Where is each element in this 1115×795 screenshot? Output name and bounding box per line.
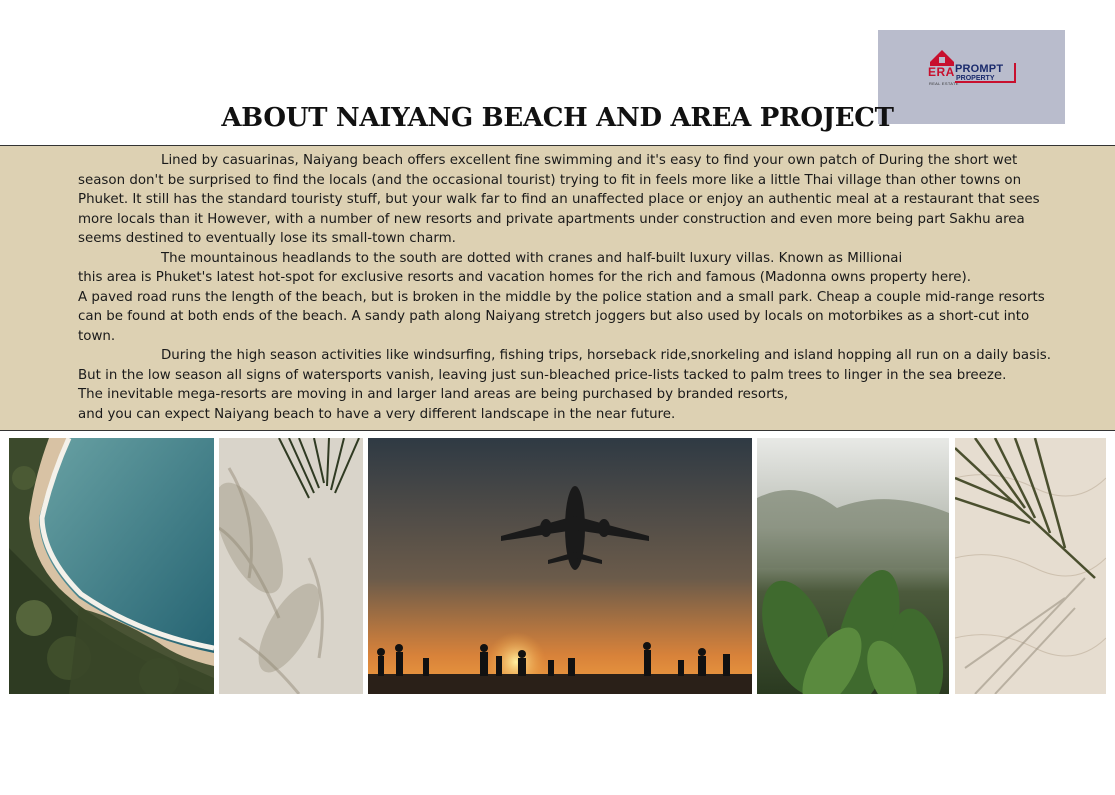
body-line: During the high season activities like windsurfing, fishing trips, horseback ride,snorkeling and island hopping all run on a daily basis.: [161, 348, 1052, 363]
body-line: The inevitable mega-resorts are moving in and larger land areas are being purchased by branded resorts,: [78, 387, 789, 402]
body-line: The mountainous headlands to the south are dotted with cranes and half-built luxury villas. Known as Millionai: [161, 250, 903, 266]
aerial-beach-photo: [9, 438, 214, 694]
page-title: ABOUT NAIYANG BEACH AND AREA PROJECT: [221, 103, 894, 133]
body-line: But in the low season all signs of watersports vanish, leaving just sun-bleached price-lists tacked to palm trees to linger in the sea breeze.: [78, 367, 1007, 383]
palm-shadow-photo: [219, 438, 363, 694]
body-line: can be found at both ends of the beach. A sandy path along Naiyang stretch joggers but also used by locals on motorbikes as a short-cut into: [78, 309, 1030, 324]
body-line: more locals than it However, with a number of new resorts and private apartments under construction and even more being part Sakhu area: [78, 211, 1025, 227]
body-line: Lined by casuarinas, Naiyang beach offers excellent fine swimming and it's easy to find your own patch of During the short wet: [161, 153, 1018, 168]
misty-jungle-photo: [757, 438, 949, 694]
body-line: and you can expect Naiyang beach to have a very different landscape in the near future.: [78, 406, 676, 422]
body-line: season don't be surprised to find the locals (and the occasional tourist) trying to fit in feels more like a little Thai village than other towns on: [78, 172, 1022, 188]
airplane-sunset-photo: [368, 438, 752, 694]
description-panel: [0, 145, 1115, 431]
body-line: Phuket. It still has the standard touristy stuff, but your walk far to find an unaffected place or enjoy an authentic meal at a restaurant that sees: [78, 192, 1040, 207]
logo-era-text: ERA: [928, 65, 955, 79]
logo-tagline: REAL ESTATE: [929, 81, 959, 86]
body-line: this area is Phuket's latest hot-spot for exclusive resorts and vacation homes for the rich and famous (Madonna owns property here).: [78, 270, 971, 285]
body-line: seems destined to eventually lose its small-town charm.: [78, 231, 456, 246]
logo-prompt-text: PROMPT: [955, 63, 1004, 75]
logo-property-text: PROPERTY: [956, 75, 995, 82]
body-line: A paved road runs the length of the beach, but is broken in the middle by the police station and a small park. Cheap a couple mid-range resorts: [78, 289, 1045, 305]
body-line: town.: [78, 328, 116, 344]
palm-leaf-water-photo: [955, 438, 1106, 694]
